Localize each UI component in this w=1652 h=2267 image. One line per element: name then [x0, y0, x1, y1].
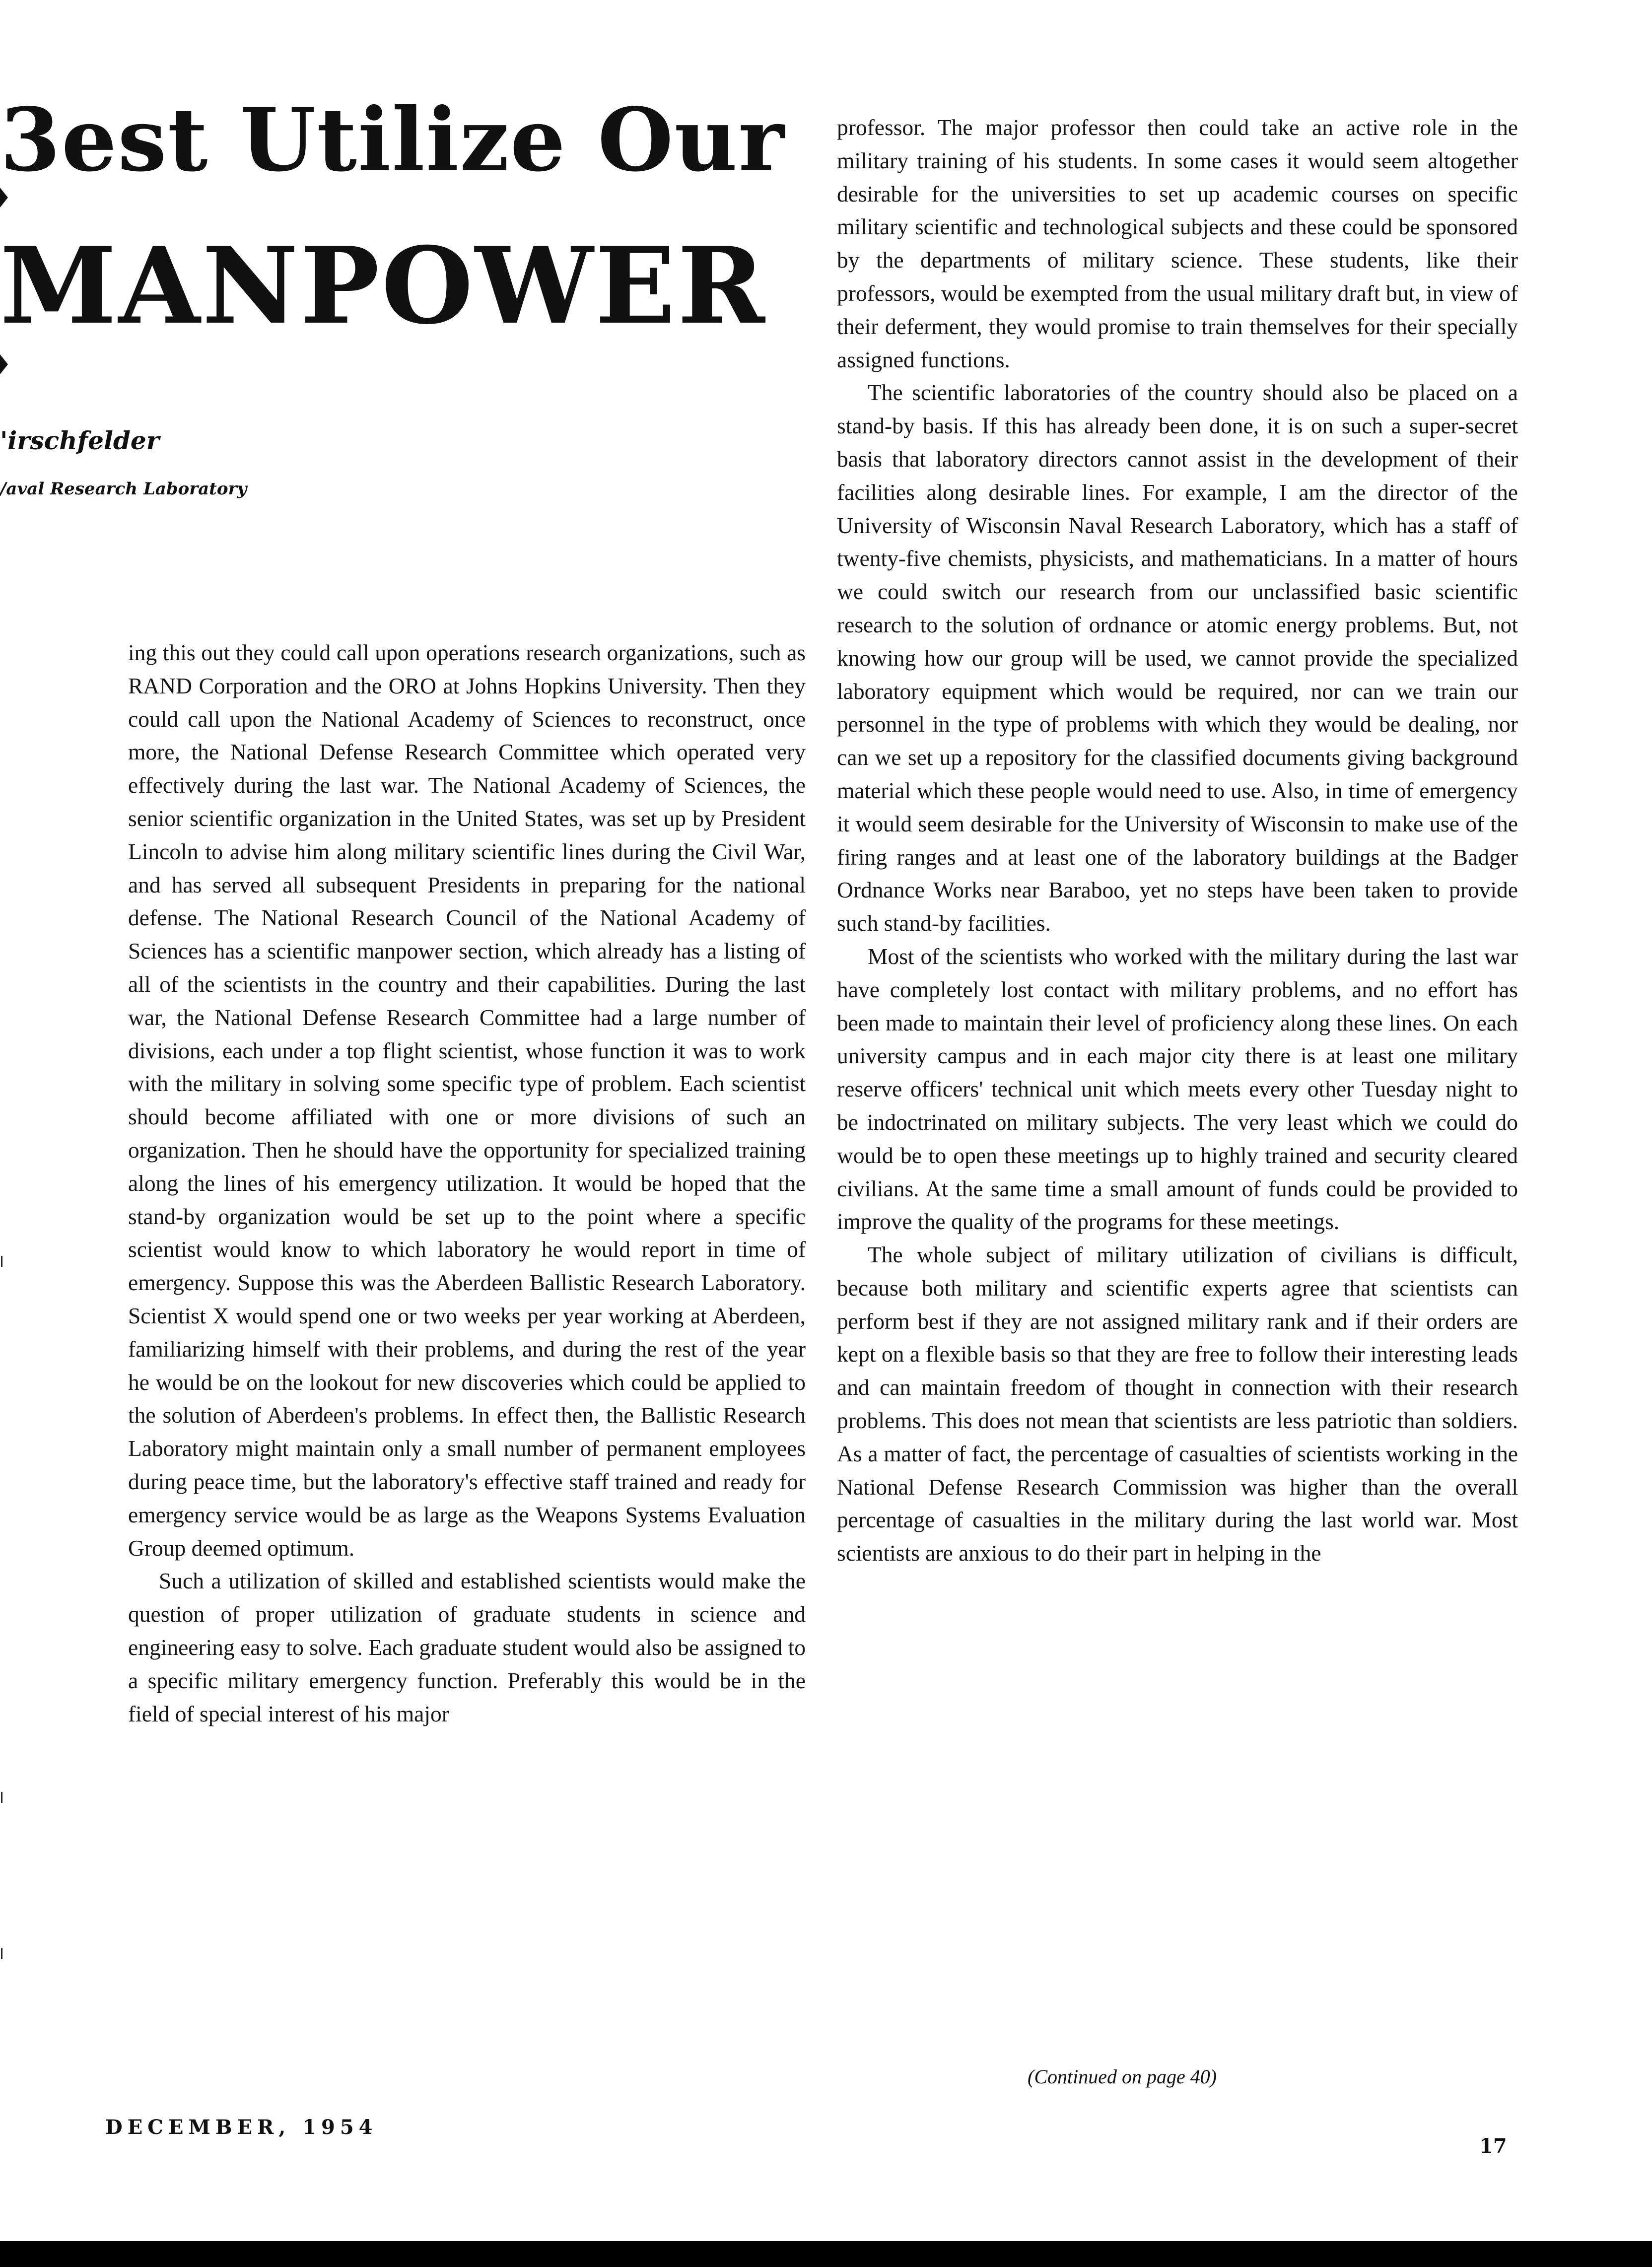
author-affiliation: /aval Research Laboratory [0, 479, 247, 499]
article-title-line-2: MANPOWER [0, 224, 767, 347]
issue-date: DECEMBER, 1954 [105, 2116, 378, 2139]
paragraph: professor. The major professor then could take an active role in the military training of his students. In some cases it would seem altogether desirable for the universities to set up academic courses on specific military scientific and technological subjects and these could be sponsored by the departments of military science. These students, like their professors, would be exempted from the usual military draft but, in view of their deferment, they would promise to train themselves for their specially assigned functions. [837, 115, 1518, 372]
left-text-column [128, 636, 806, 1730]
paragraph: Most of the scientists who worked with the military during the last war have completely lost contact with military problems, and no effort has been made to maintain their level of proficiency along these lines. On each university campus and in each major city there is at least one military reserve officers' technical unit which meets every other Tuesday night to be indoctrinated on military subjects. The very least which we could do would be to open these meetings up to highly trained and security cleared civilians. At the same time a small amount of funds could be provided to improve the quality of the programs for these meetings. [837, 943, 1518, 1235]
scan-margin-mark [1, 1256, 2, 1267]
scan-bottom-edge [0, 2241, 1652, 2267]
margin-bullet-icon [0, 188, 8, 207]
scan-margin-mark [1, 1948, 2, 1959]
continued-note: (Continued on page 40) [1028, 2065, 1217, 2088]
page-number: 17 [1479, 2134, 1507, 2158]
paragraph: ing this out they could call upon operations research organizations, such as RAND Corporation and the ORO at Johns Hopkins University. Then they could call upon the National Academy of Sciences to reconstruct, once more, the National Defense Research Committee which operated very effectively during the last war. The National Academy of Sciences, the senior scientific organization in the United States, was set up by President Lincoln to advise him along military scientific lines during the Civil War, and has served all subsequent Presidents in preparing for the national defense. The National Research Council of the National Academy of Sciences has a scientific manpower section, which already has a listing of all of the scientists in the country and their capabilities. During the last war, the National Defense Research Committee had a large number of divisions, each under a top flight scientist, whose function it was to work with the military in solving some specific type of problem. Each scientist should become affiliated with one or more divisions of such an organization. Then he should have the opportunity for specialized training along the lines of his emergency utilization. It would be hoped that the stand-by organization would be set up to the point where a specific scientist would know to which laboratory he would report in time of emergency. Suppose this was the Aberdeen Ballistic Research Laboratory. Scientist X would spend one or two weeks per year working at Aberdeen, familiarizing himself with their problems, and during the rest of the year he would be on the lookout for new discoveries which could be applied to the solution of Aberdeen's problems. In effect then, the Ballistic Research Laboratory might maintain only a small number of permanent employees during peace time, but the laboratory's effective staff trained and ready for emergency service would be as large as the Weapons Systems Evaluation Group deemed optimum. [128, 640, 806, 1561]
right-text-column [837, 111, 1518, 1570]
margin-bullet-icon [0, 354, 8, 374]
author-byline: 'irschfelder [0, 426, 160, 455]
paragraph: The scientific laboratories of the country should also be placed on a stand-by basis. If this has already been done, it is on such a super-secret basis that laboratory directors cannot assist in the development of their facilities along desirable lines. For example, I am the director of the University of Wisconsin Naval Research Laboratory, which has a staff of twenty-five chemists, physicists, and mathematicians. In a matter of hours we could switch our research from our unclassified basic scientific research to the solution of ordnance or atomic energy problems. But, not knowing how our group will be used, we cannot provide the specialized laboratory equipment which would be required, nor can we train our personnel in the type of problems with which they would be dealing, nor can we set up a repository for the classified documents giving background material which these people would need to use. Also, in time of emergency it would seem desirable for the University of Wisconsin to make use of the firing ranges and at least one of the laboratory buildings at the Badger Ordnance Works near Baraboo, yet no steps have been taken to provide such stand-by facilities. [837, 380, 1518, 936]
paragraph: The whole subject of military utilization of civilians is difficult, because both military and scientific experts agree that scientists can perform best if they are not assigned military rank and if their orders are kept on a flexible basis so that they are free to follow their interesting leads and can maintain freedom of thought in connection with their research problems. This does not mean that scientists are less patriotic than soldiers. As a matter of fact, the percentage of casualties of scientists working in the National Defense Research Commission was higher than the overall percentage of casualties in the military during the last world war. Most scientists are anxious to do their part in helping in the [837, 1242, 1518, 1566]
scan-margin-mark [1, 1792, 2, 1803]
article-title-line-1: 3est Utilize Our [0, 89, 785, 191]
paragraph: Such a utilization of skilled and established scientists would make the question of proper utilization of graduate students in science and engineering easy to solve. Each graduate student would also be assigned to a specific military emergency function. Preferably this would be in the field of special interest of his major [128, 1568, 806, 1726]
